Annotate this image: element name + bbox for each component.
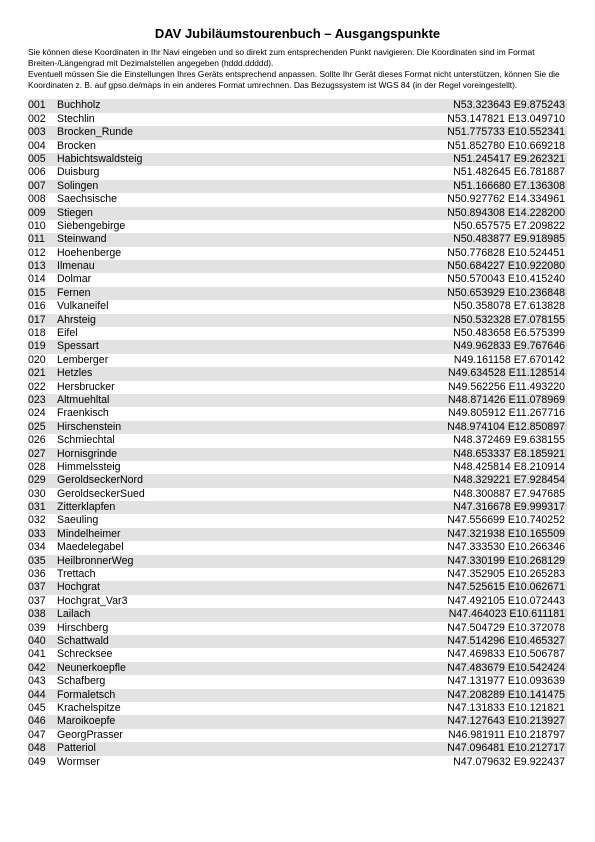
point-name: Spessart: [57, 340, 99, 353]
point-number: 044: [28, 688, 46, 701]
point-number: 027: [28, 447, 46, 460]
point-number: 014: [28, 273, 46, 286]
point-number: 045: [28, 701, 46, 714]
point-number: 038: [28, 608, 46, 621]
list-item: [28, 394, 567, 407]
list-item: [28, 434, 567, 447]
point-name: Hochgrat_Var3: [57, 594, 128, 607]
point-name: Himmelssteig: [57, 460, 121, 473]
point-coordinates: N47.556699 E10.740252: [447, 514, 565, 527]
point-name: Hetzles: [57, 367, 93, 380]
point-number: 026: [28, 434, 46, 447]
point-coordinates: N47.316678 E9.999317: [453, 501, 565, 514]
point-name: Buchholz: [57, 99, 101, 112]
list-item: [28, 514, 567, 527]
point-number: 029: [28, 474, 46, 487]
list-item: [28, 327, 567, 340]
point-name: Steinwand: [57, 233, 107, 246]
list-item: [28, 756, 567, 769]
point-coordinates: N47.131977 E10.093639: [447, 675, 565, 688]
list-item: [28, 448, 567, 461]
list-item: [28, 541, 567, 554]
point-name: Brocken: [57, 139, 96, 152]
point-name: Hersbrucker: [57, 380, 115, 393]
point-number: 035: [28, 554, 46, 567]
point-number: 037: [28, 594, 46, 607]
point-coordinates: N50.653929 E10.236848: [447, 286, 565, 299]
list-item: [28, 742, 567, 755]
point-number: 012: [28, 246, 46, 259]
point-number: 018: [28, 327, 46, 340]
point-coordinates: N47.208289 E10.141475: [447, 688, 565, 701]
point-number: 006: [28, 166, 46, 179]
point-coordinates: N50.570043 E10.415240: [447, 273, 565, 286]
list-item: [28, 247, 567, 260]
point-name: Solingen: [57, 179, 99, 192]
point-number: 046: [28, 715, 46, 728]
point-name: Ahrsteig: [57, 313, 96, 326]
point-number: 047: [28, 728, 46, 741]
point-coordinates: N51.166680 E7.136308: [453, 179, 565, 192]
point-name: Lailach: [57, 608, 91, 621]
list-item: [28, 207, 567, 220]
point-coordinates: N47.469833 E10.506787: [447, 648, 565, 661]
list-item: [28, 662, 567, 675]
point-coordinates: N50.927762 E14.334961: [447, 193, 565, 206]
point-name: Habichtswaldsteig: [57, 152, 143, 165]
point-name: Hochgrat: [57, 581, 100, 594]
point-name: Hirschenstein: [57, 420, 122, 433]
list-item: [28, 126, 567, 139]
point-coordinates: N49.161158 E7.670142: [453, 353, 565, 366]
point-name: GeorgPrasser: [57, 728, 123, 741]
point-number: 011: [28, 233, 45, 246]
list-item: [28, 675, 567, 688]
list-item: [28, 474, 567, 487]
list-item: [28, 193, 567, 206]
point-coordinates: N50.483658 E6.575399: [453, 327, 565, 340]
point-coordinates: N47.483679 E10.542424: [447, 661, 565, 674]
point-name: Zitterklapfen: [57, 501, 116, 514]
point-coordinates: N47.321938 E10.165509: [447, 527, 565, 540]
point-name: Lemberger: [57, 353, 109, 366]
point-coordinates: N47.131833 E10.121821: [447, 701, 565, 714]
point-name: Neunerkoepfle: [57, 661, 126, 674]
point-coordinates: N46.981911 E10.218797: [447, 728, 565, 741]
point-coordinates: N49.634528 E11.128514: [447, 367, 565, 380]
point-coordinates: N50.483877 E9.918985: [453, 233, 565, 246]
point-name: Brocken_Runde: [57, 126, 133, 139]
point-number: 034: [28, 541, 46, 554]
point-number: 040: [28, 635, 46, 647]
point-name: Schmiechtal: [57, 434, 115, 447]
point-name: Hornisgrinde: [57, 447, 118, 460]
point-name: Saeuling: [57, 514, 99, 527]
point-number: 002: [28, 112, 46, 125]
list-item: [28, 421, 567, 434]
point-number: 004: [28, 139, 46, 152]
point-number: 033: [28, 527, 46, 540]
list-item: [28, 220, 567, 233]
point-name: Schattwald: [57, 635, 109, 647]
point-coordinates: N50.657575 E7.209822: [453, 219, 565, 232]
point-number: 039: [28, 621, 46, 634]
point-name: Stiegen: [57, 206, 93, 219]
point-coordinates: N48.300887 E7.947685: [453, 487, 565, 500]
point-number: 017: [28, 313, 46, 326]
list-item: [28, 635, 567, 648]
point-coordinates: N48.974104 E12.850897: [447, 420, 565, 433]
point-name: Schafberg: [57, 675, 106, 688]
point-coordinates: N47.333530 E10.266346: [447, 541, 565, 554]
point-name: GeroldseckerNord: [57, 474, 143, 487]
point-coordinates: N53.323643 E9.875243: [453, 99, 565, 112]
point-number: 037: [28, 581, 46, 594]
list-item: [28, 180, 567, 193]
point-number: 030: [28, 487, 46, 500]
list-item: [28, 314, 567, 327]
point-coordinates: N53.147821 E13.049710: [447, 112, 565, 125]
point-name: Maroikoepfe: [57, 715, 116, 728]
list-item: [28, 568, 567, 581]
list-item: [28, 555, 567, 568]
point-number: 031: [28, 501, 46, 514]
point-number: 007: [28, 179, 46, 192]
point-name: Hoehenberge: [57, 246, 122, 259]
point-coordinates: N49.805912 E11.267716: [447, 407, 565, 420]
list-item: [28, 648, 567, 661]
point-coordinates: N51.245417 E9.262321: [453, 152, 565, 165]
list-item: [28, 689, 567, 702]
point-name: Patteriol: [57, 742, 96, 755]
point-number: 042: [28, 661, 46, 674]
point-name: Dolmar: [57, 273, 92, 286]
list-item: [28, 488, 567, 501]
point-coordinates: N47.492105 E10.072443: [447, 594, 565, 607]
point-number: 021: [28, 367, 46, 380]
point-number: 005: [28, 152, 46, 165]
point-number: 041: [28, 648, 46, 661]
list-item: [28, 381, 567, 394]
point-coordinates: N51.775733 E10.552341: [447, 126, 565, 139]
point-name: HeilbronnerWeg: [57, 554, 134, 567]
list-item: [28, 528, 567, 541]
point-name: Fernen: [57, 286, 91, 299]
point-name: Maedelegabel: [57, 541, 124, 554]
point-number: 013: [28, 260, 46, 273]
list-item: [28, 461, 567, 474]
point-coordinates: N50.776828 E10.524451: [447, 246, 565, 259]
list-item: [28, 367, 567, 380]
point-number: 023: [28, 393, 46, 406]
list-item: [28, 501, 567, 514]
point-coordinates: N47.464023 E10.611181: [448, 608, 565, 621]
point-number: 016: [28, 300, 46, 313]
point-coordinates: N47.514296 E10.465327: [447, 635, 565, 647]
point-coordinates: N47.127643 E10.213927: [447, 715, 565, 728]
point-name: Vulkaneifel: [57, 300, 109, 313]
point-name: Formaletsch: [57, 688, 116, 701]
list-item: [28, 595, 567, 608]
point-number: 008: [28, 193, 46, 206]
point-coordinates: N47.525615 E10.062671: [447, 581, 565, 594]
point-coordinates: N47.096481 E10.212717: [447, 742, 565, 755]
point-name: Krachelspitze: [57, 701, 121, 714]
point-coordinates: N47.330199 E10.268129: [447, 554, 565, 567]
point-number: 022: [28, 380, 46, 393]
intro-text: [28, 47, 567, 90]
point-coordinates: N50.894308 E14.228200: [447, 206, 565, 219]
point-coordinates: N49.962833 E9.767646: [453, 340, 565, 353]
point-number: 003: [28, 126, 46, 139]
point-number: 036: [28, 568, 46, 581]
list-item: [28, 702, 567, 715]
point-name: Ilmenau: [57, 260, 95, 273]
list-item: [28, 340, 567, 353]
list-item: [28, 140, 567, 153]
point-coordinates: N51.852780 E10.669218: [447, 139, 565, 152]
point-name: Schrecksee: [57, 648, 113, 661]
list-item: [28, 581, 567, 594]
list-item: [28, 407, 567, 420]
point-name: Fraenkisch: [57, 407, 109, 420]
list-item: [28, 287, 567, 300]
point-name: Altmuehltal: [57, 393, 110, 406]
point-coordinates: N50.358078 E7.613828: [453, 300, 565, 313]
point-name: Trettach: [57, 568, 96, 581]
point-name: Eifel: [57, 327, 78, 340]
list-item: [28, 113, 567, 126]
list-item: [28, 166, 567, 179]
list-item: [28, 622, 567, 635]
intro-paragraph: Sie können diese Koordinaten in Ihr Navi eingeben und so direkt zum entsprechenden Punkt navigieren. Die Koordinaten sind im Format Breiten-/Längengrad mit Dezimalstellen angegeben (hddd.ddddd).: [28, 47, 535, 68]
point-coordinates: N48.653337 E8.185921: [453, 447, 565, 460]
point-name: Hirschberg: [57, 621, 109, 634]
point-number: 028: [28, 460, 46, 473]
point-number: 009: [28, 206, 46, 219]
point-coordinates: N48.329221 E7.928454: [453, 474, 565, 487]
list-item: [28, 300, 567, 313]
point-number: 032: [28, 514, 46, 527]
list-item: [28, 260, 567, 273]
list-item: [28, 273, 567, 286]
point-number: 043: [28, 675, 46, 688]
point-number: 048: [28, 742, 46, 755]
point-number: 010: [28, 219, 46, 232]
point-name: GeroldseckerSued: [57, 487, 145, 500]
point-coordinates: N47.079632 E9.922437: [453, 755, 565, 768]
point-coordinates: N50.684227 E10.922080: [447, 260, 565, 273]
list-item: [28, 354, 567, 367]
point-number: 025: [28, 420, 46, 433]
point-number: 020: [28, 353, 46, 366]
list-item: [28, 608, 567, 621]
point-name: Duisburg: [57, 166, 100, 179]
point-name: Wormser: [57, 755, 100, 768]
page-title: DAV Jubiläumstourenbuch – Ausgangspunkte: [154, 26, 441, 41]
point-name: Mindelheimer: [57, 527, 121, 540]
point-name: Siebengebirge: [57, 219, 126, 232]
intro-paragraph: Eventuell müssen Sie die Einstellungen Ihres Geräts entsprechend anpassen. Sollte Ihr Gerät dieses Format nicht unterstützen, können Sie die Koordinaten z. B. auf gpso.de/maps in ein anderes Format umrechnen. Das Bezugssystem ist WGS 84 (in der Regel voreingestellt).: [28, 69, 560, 90]
point-coordinates: N48.425814 E8.210914: [453, 460, 565, 473]
starting-points-list: [28, 99, 567, 769]
list-item: [28, 153, 567, 166]
point-name: Saechsische: [57, 193, 118, 206]
point-number: 049: [28, 755, 46, 768]
list-item: [28, 233, 567, 246]
point-number: 001: [28, 99, 46, 112]
point-coordinates: N48.871426 E11.078969: [447, 393, 565, 406]
point-coordinates: N51.482645 E6.781887: [453, 166, 565, 179]
point-coordinates: N47.352905 E10.265283: [447, 568, 565, 581]
list-item: [28, 729, 567, 742]
point-coordinates: N48.372469 E9.638155: [453, 434, 565, 447]
point-number: 015: [28, 286, 46, 299]
point-number: 019: [28, 340, 46, 353]
point-name: Stechlin: [57, 112, 95, 125]
point-number: 024: [28, 407, 46, 420]
list-item: [28, 715, 567, 728]
list-item: [28, 99, 567, 112]
point-coordinates: N49.562256 E11.493220: [447, 380, 565, 393]
point-coordinates: N50.532328 E7.078155: [453, 313, 565, 326]
point-coordinates: N47.504729 E10.372078: [447, 621, 565, 634]
